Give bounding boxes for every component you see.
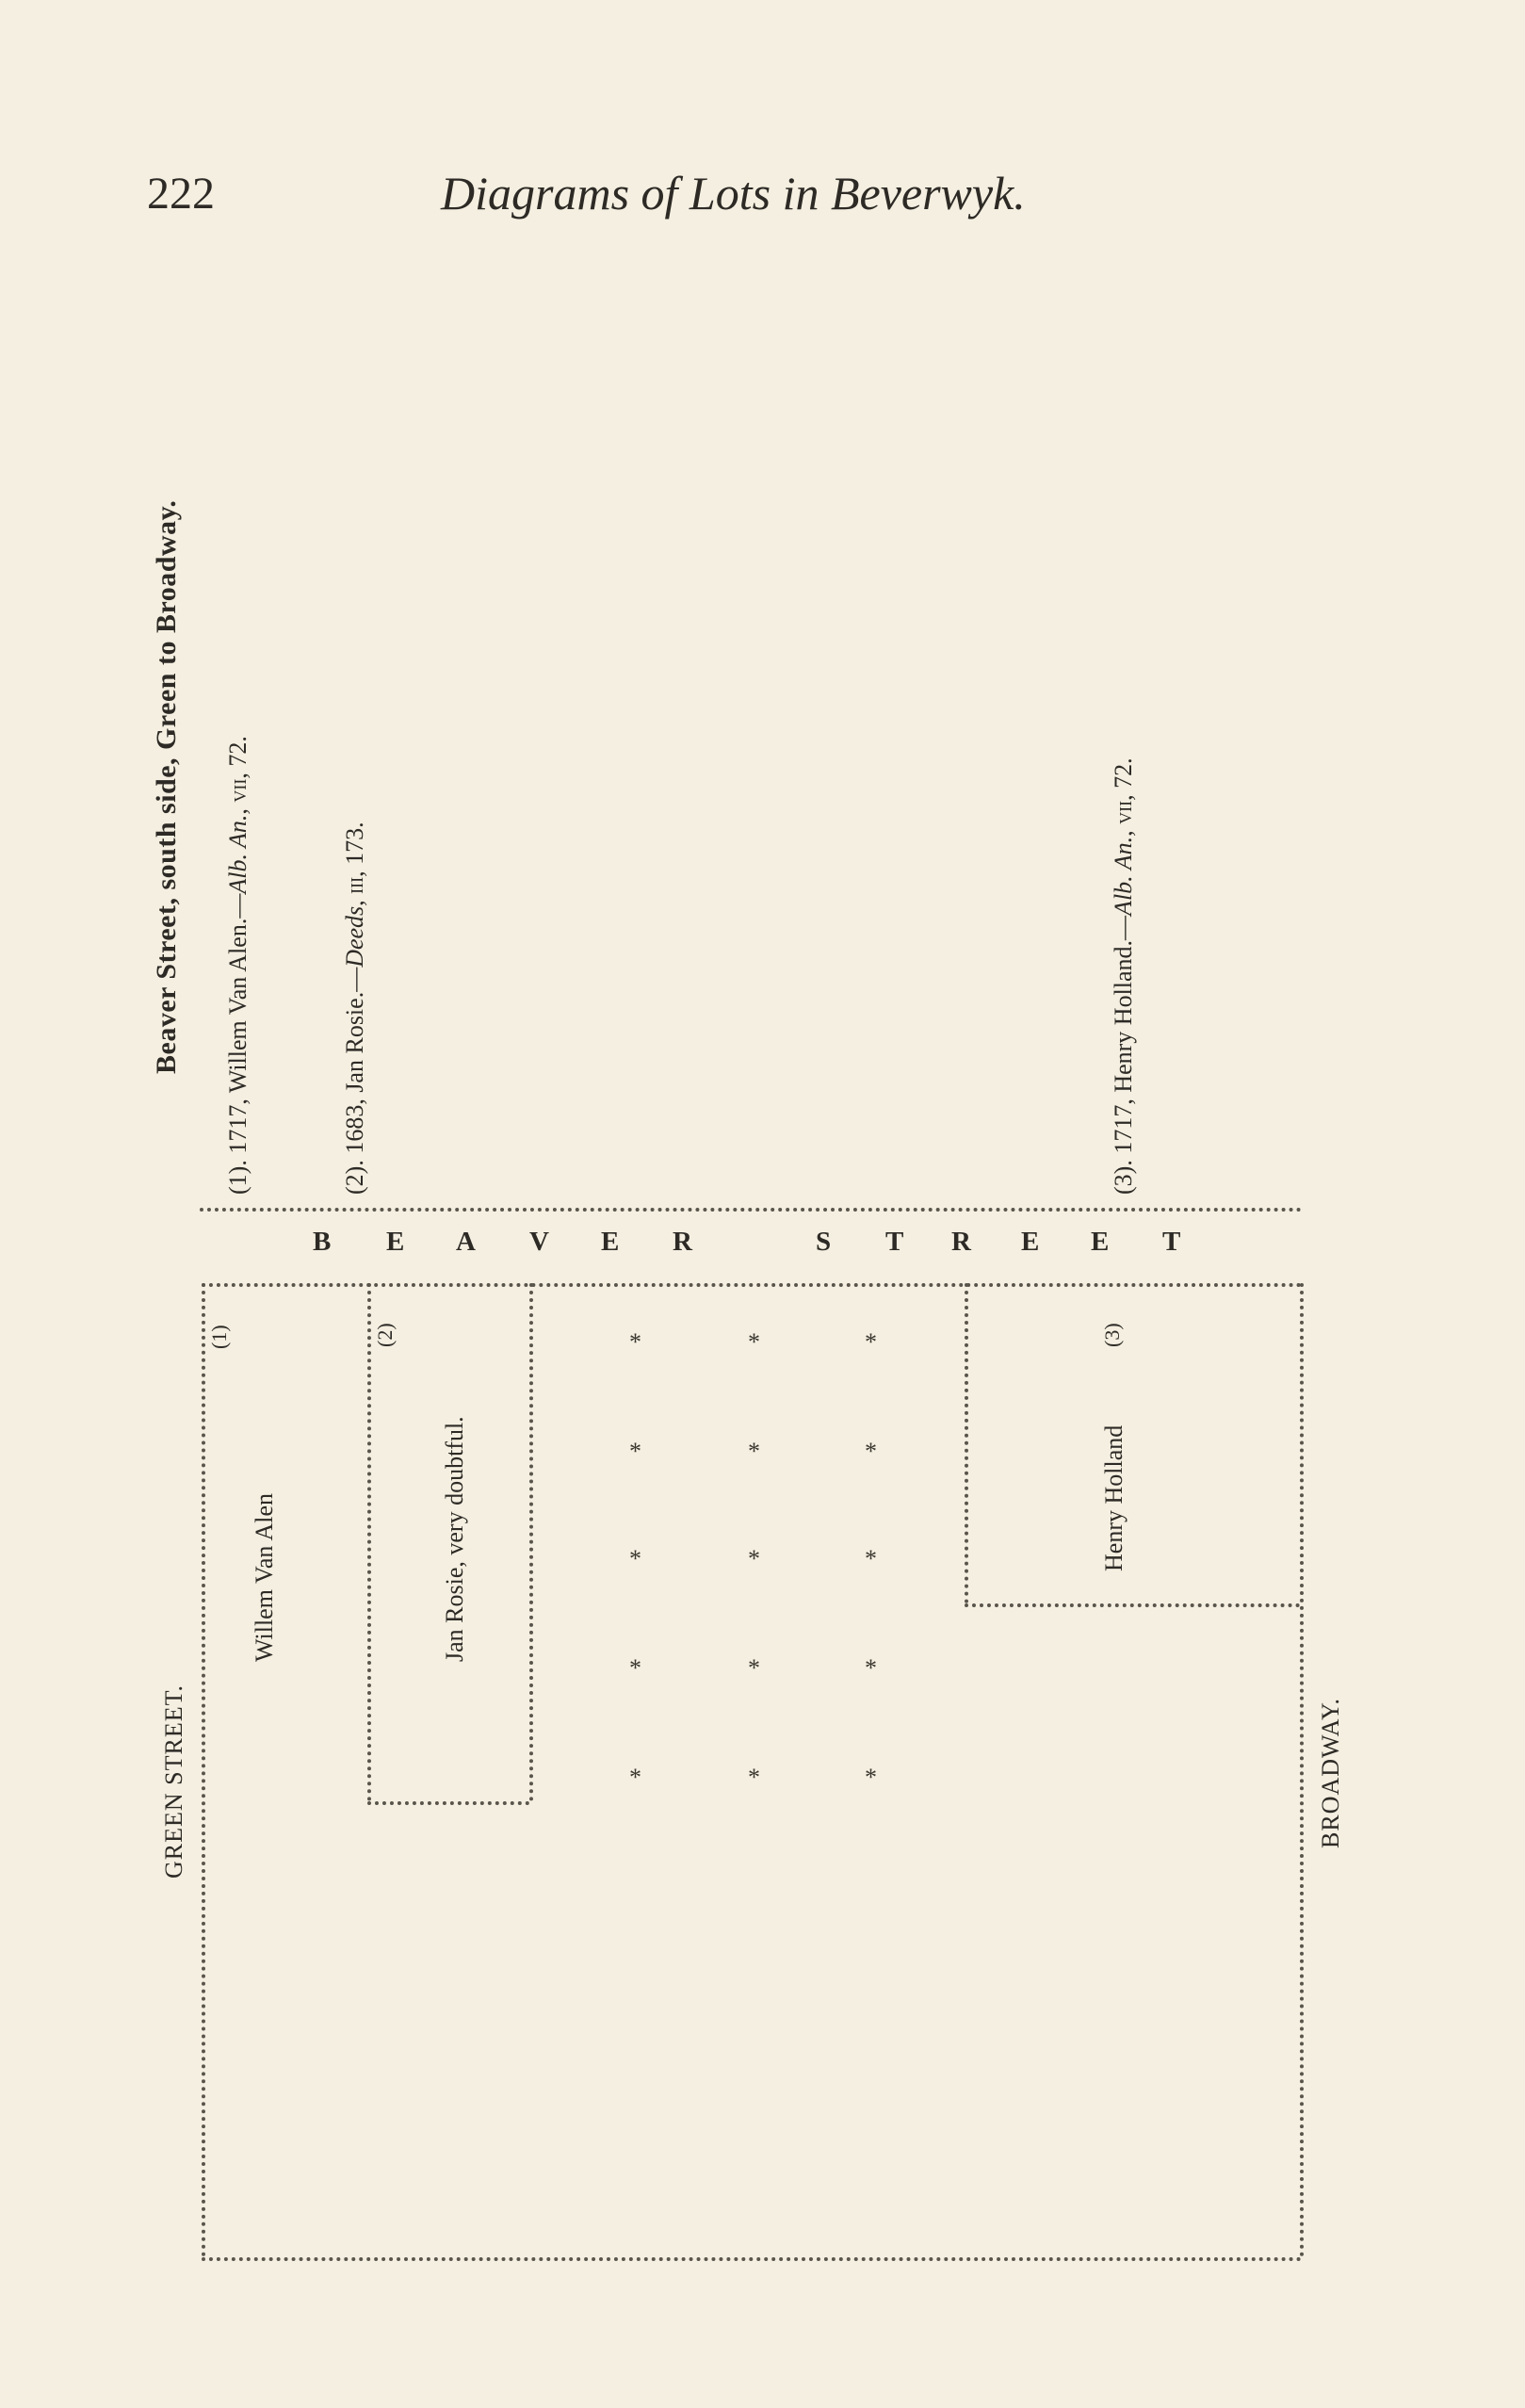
unknown-lot-marker: * (748, 1328, 760, 1356)
broadway-label: BROADWAY. (1317, 1698, 1344, 1848)
unknown-lot-marker: * (865, 1764, 877, 1791)
lot-number: (1) (207, 1325, 231, 1349)
running-title: Diagrams of Lots in Beverwyk. (441, 167, 1026, 220)
street-letter: E (386, 1227, 406, 1257)
lot-1-boundary (367, 1283, 371, 1801)
unknown-lot-marker: * (629, 1764, 641, 1791)
street-letter: R (673, 1227, 693, 1257)
lot-number: (2) (373, 1323, 397, 1347)
unknown-lot-marker: * (629, 1545, 641, 1572)
unknown-lot-marker: * (629, 1328, 641, 1356)
reference-1: (1). 1717, Willem Van Alen.—Alb. An., vii, 72. (224, 736, 251, 1195)
lot-owner: Willem Van Alen (251, 1492, 278, 1662)
lot-owner: Jan Rosie, very doubtful. (441, 1416, 468, 1662)
street-letter: T (885, 1227, 905, 1257)
lot-3-boundary (965, 1283, 968, 1603)
lot-owner: Henry Holland (1100, 1424, 1128, 1571)
street-letter: T (1162, 1227, 1182, 1257)
block-boundary-left (202, 1283, 205, 2257)
reference-2: (2). 1683, Jan Rosie.—Deeds, iii, 173. (341, 822, 368, 1195)
reference-3: (3). 1717, Henry Holland.—Alb. An., vii, 72. (1110, 757, 1137, 1195)
unknown-lot-marker: * (865, 1545, 877, 1572)
unknown-lot-marker: * (629, 1438, 641, 1465)
unknown-lot-marker: * (748, 1654, 760, 1682)
unknown-lot-marker: * (748, 1438, 760, 1465)
unknown-lot-marker: * (865, 1654, 877, 1682)
street-letter: V (529, 1227, 550, 1257)
green-street-label: GREEN STREET. (160, 1684, 187, 1879)
unknown-lot-marker: * (629, 1654, 641, 1682)
street-letter: S (816, 1227, 833, 1257)
diagram-caption: Beaver Street, south side, Green to Broadway. (151, 499, 182, 1074)
street-letter: B (313, 1227, 333, 1257)
street-letter: A (456, 1227, 477, 1257)
unknown-lot-marker: * (865, 1328, 877, 1356)
lot-1-2-bottom (367, 1801, 529, 1805)
block-boundary-bottom (202, 2257, 1302, 2261)
unknown-lot-marker: * (865, 1438, 877, 1465)
unknown-lot-marker: * (748, 1545, 760, 1572)
street-letter: E (1021, 1227, 1041, 1257)
block-boundary-right (1300, 1283, 1304, 2257)
lot-3-bottom (965, 1603, 1300, 1607)
street-letter: E (601, 1227, 621, 1257)
street-letter: R (951, 1227, 972, 1257)
unknown-lot-marker: * (748, 1764, 760, 1791)
street-letter: E (1091, 1227, 1111, 1257)
street-line-top (200, 1208, 1302, 1212)
page-number: 222 (147, 169, 215, 219)
lot-2-boundary (529, 1283, 533, 1801)
lot-number: (3) (1100, 1323, 1124, 1347)
